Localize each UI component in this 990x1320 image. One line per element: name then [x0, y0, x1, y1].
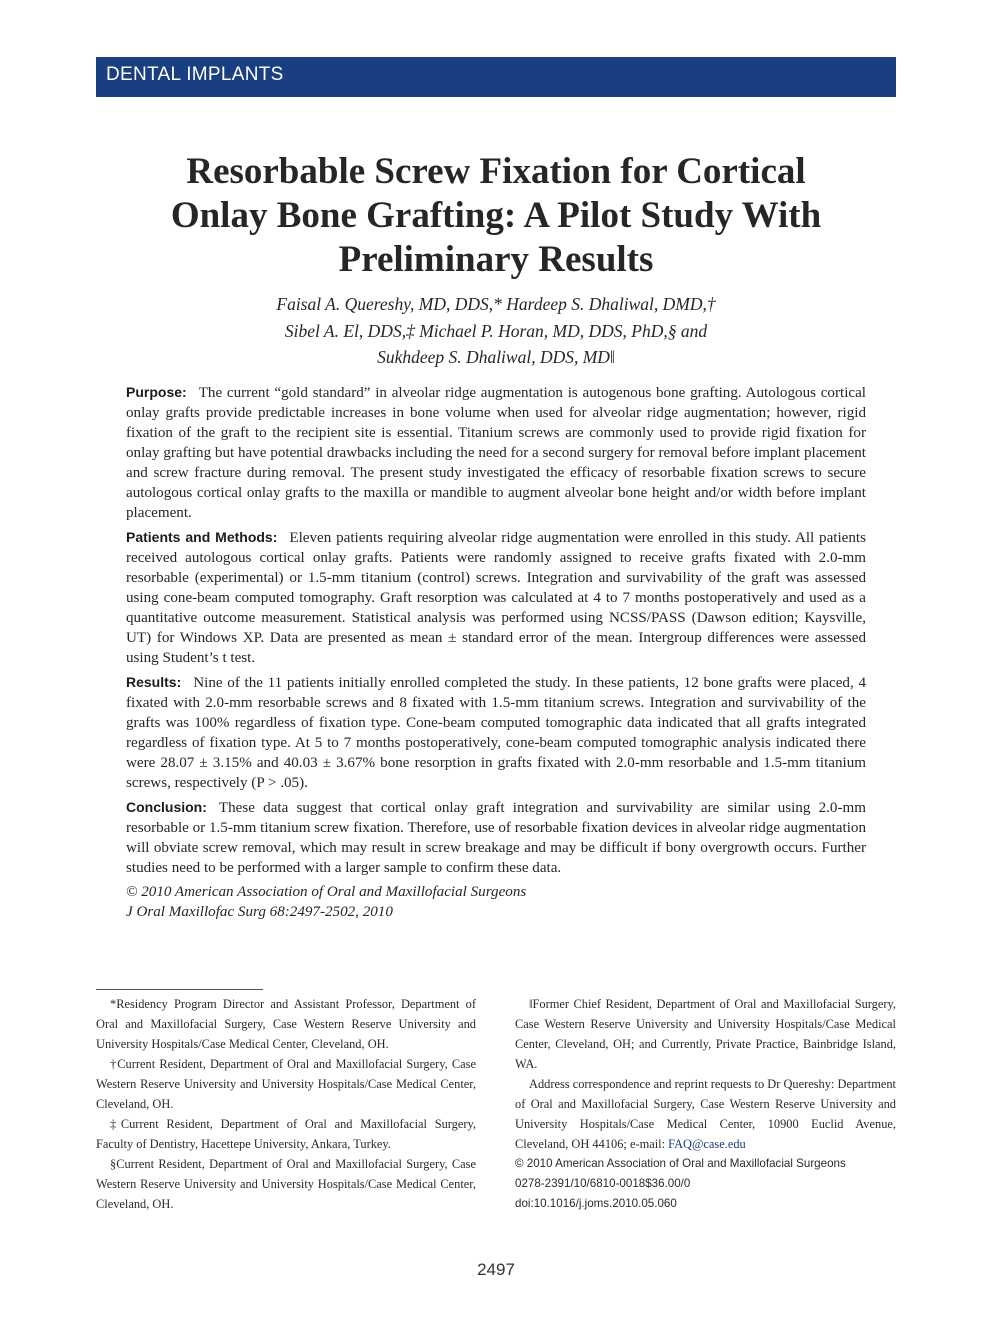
- email-link[interactable]: FAQ@case.edu: [668, 1137, 746, 1151]
- footnote: †Current Resident, Department of Oral and Maxillofacial Surgery, Case Western Reserve University and University Hospitals/Case Medical Center, Cleveland, OH.: [96, 1057, 476, 1111]
- article-title: [96, 150, 896, 282]
- author-line: Sukhdeep S. Dhaliwal, DDS, MD‖: [377, 347, 615, 367]
- results-text: Nine of the 11 patients initially enrolled completed the study. In these patients, 12 bone grafts were placed, 4 fixated with 2.0-mm resorbable screws and 8 fixated with 1.5-mm titanium screws. Integration and survivability of the grafts was 100% regardless of fixation type. Cone-beam computed tomographic data indicated that all grafts integrated regardless of fixation type. At 5 to 7 months postoperatively, cone-beam computed tomographic analysis indicated there were 28.07 ± 3.15% and 40.03 ± 3.67% bone resorption in grafts fixated with 2.0-mm resorbable and 1.5-mm titanium screws, respectively (P > .05).: [126, 675, 866, 791]
- abstract-results: [126, 672, 866, 793]
- author-list: [96, 291, 896, 371]
- author-line: Sibel A. El, DDS,‡ Michael P. Horan, MD, DDS, PhD,§ and: [284, 320, 708, 341]
- abstract-purpose: [126, 382, 866, 523]
- author-line: Faisal A. Quereshy, MD, DDS,* Hardeep S. Dhaliwal, DMD,†: [276, 294, 716, 314]
- footnote: ‡Current Resident, Department of Oral and Maxillofacial Surgery, Faculty of Dentistry, Hacettepe University, Ankara, Turkey.: [96, 1117, 476, 1151]
- journal-citation: J Oral Maxillofac Surg 68:2497-2502, 2010: [126, 904, 393, 920]
- page-number: 2497: [477, 1260, 515, 1279]
- conclusion-text: These data suggest that cortical onlay graft integration and survivability are similar using 2.0-mm resorbable or 1.5-mm titanium screw fixation. Therefore, use of resorbable fixation devices in alveolar ridge augmentation will obviate screw removal, which may result in screw breakage and may be difficult if bony overgrowth occurs. Further studies need to be performed with a larger sample to confirm these data.: [126, 800, 866, 876]
- issn-code: 0278-2391/10/6810-0018$36.00/0: [515, 1177, 691, 1190]
- section-banner: [96, 57, 896, 97]
- abstract-copyright: © 2010 American Association of Oral and Maxillofacial Surgeons: [126, 884, 527, 900]
- footnote: ‖Former Chief Resident, Department of Oral and Maxillofacial Surgery, Case Western Reserve University and University Hospitals/Case Medical Center, Cleveland, OH; and Currently, Private Practice, Bainbridge Island, WA.: [515, 997, 896, 1071]
- title-line: Onlay Bone Grafting: A Pilot Study With: [170, 195, 822, 236]
- footer-copyright: © 2010 American Association of Oral and Maxillofacial Surgeons: [515, 1157, 846, 1170]
- doi-link[interactable]: doi:10.1016/j.joms.2010.05.060: [515, 1197, 677, 1210]
- footnotes-right: [515, 994, 896, 1214]
- title-line: Resorbable Screw Fixation for Cortical: [186, 151, 806, 192]
- title-line: Preliminary Results: [338, 239, 654, 280]
- abstract-conclusion: [126, 797, 866, 878]
- abstract-methods: [126, 527, 866, 668]
- purpose-label: Purpose:: [126, 384, 187, 400]
- footnote: §Current Resident, Department of Oral and Maxillofacial Surgery, Case Western Reserve University and University Hospitals/Case Medical Center, Cleveland, OH.: [96, 1157, 476, 1211]
- methods-label: Patients and Methods:: [126, 529, 278, 545]
- purpose-text: The current “gold standard” in alveolar ridge augmentation is autogenous bone grafting. Autologous cortical onlay grafts provide predictable increases in bone volume when used for alveolar ridge augmentation; however, rigid fixation of the graft to the recipient site is essential. Titanium screws are commonly used to provide rigid fixation for onlay grafting but have potential drawbacks including the need for a second surgery for removal before implant placement and screw fracture during removal. The present study investigated the efficacy of resorbable fixation screws to secure autologous cortical onlay grafts to the maxilla or mandible to augment alveolar bone height and/or width before implant placement.: [126, 385, 866, 521]
- correspondence-text: Address correspondence and reprint requests to Dr Quereshy: Department of Oral and Maxillofacial Surgery, Case Western Reserve University and University Hospitals/Case Medical Center, 10900 Euclid Avenue, Cleveland, OH 44106; e-mail:: [515, 1077, 896, 1151]
- abstract: [126, 382, 866, 922]
- footnotes-left: [96, 994, 476, 1214]
- methods-text: Eleven patients requiring alveolar ridge augmentation were enrolled in this study. All patients received autologous cortical onlay grafts. Patients were randomly assigned to receive grafts fixated with 2.0-mm resorbable (experimental) or 1.5-mm titanium (control) screws. Integration and survivability of the graft was assessed using cone-beam computed tomography. Graft resorption was calculated at 4 to 7 months postoperatively and used as a quantitative outcome measurement. Statistical analysis was performed using NCSS/PASS (Dawson edition; Kaysville, UT) for Windows XP. Data are presented as mean ± standard error of the mean. Intergroup differences were assessed using Student’s t test.: [126, 530, 866, 666]
- results-label: Results:: [126, 674, 182, 690]
- section-label: DENTAL IMPLANTS: [106, 64, 284, 85]
- conclusion-label: Conclusion:: [126, 799, 207, 815]
- footnote: *Residency Program Director and Assistant Professor, Department of Oral and Maxillofacial Surgery, Case Western Reserve University and University Hospitals/Case Medical Center, Cleveland, OH.: [96, 997, 476, 1051]
- footnote-divider: [96, 989, 263, 990]
- correspondence-note: [515, 1074, 896, 1154]
